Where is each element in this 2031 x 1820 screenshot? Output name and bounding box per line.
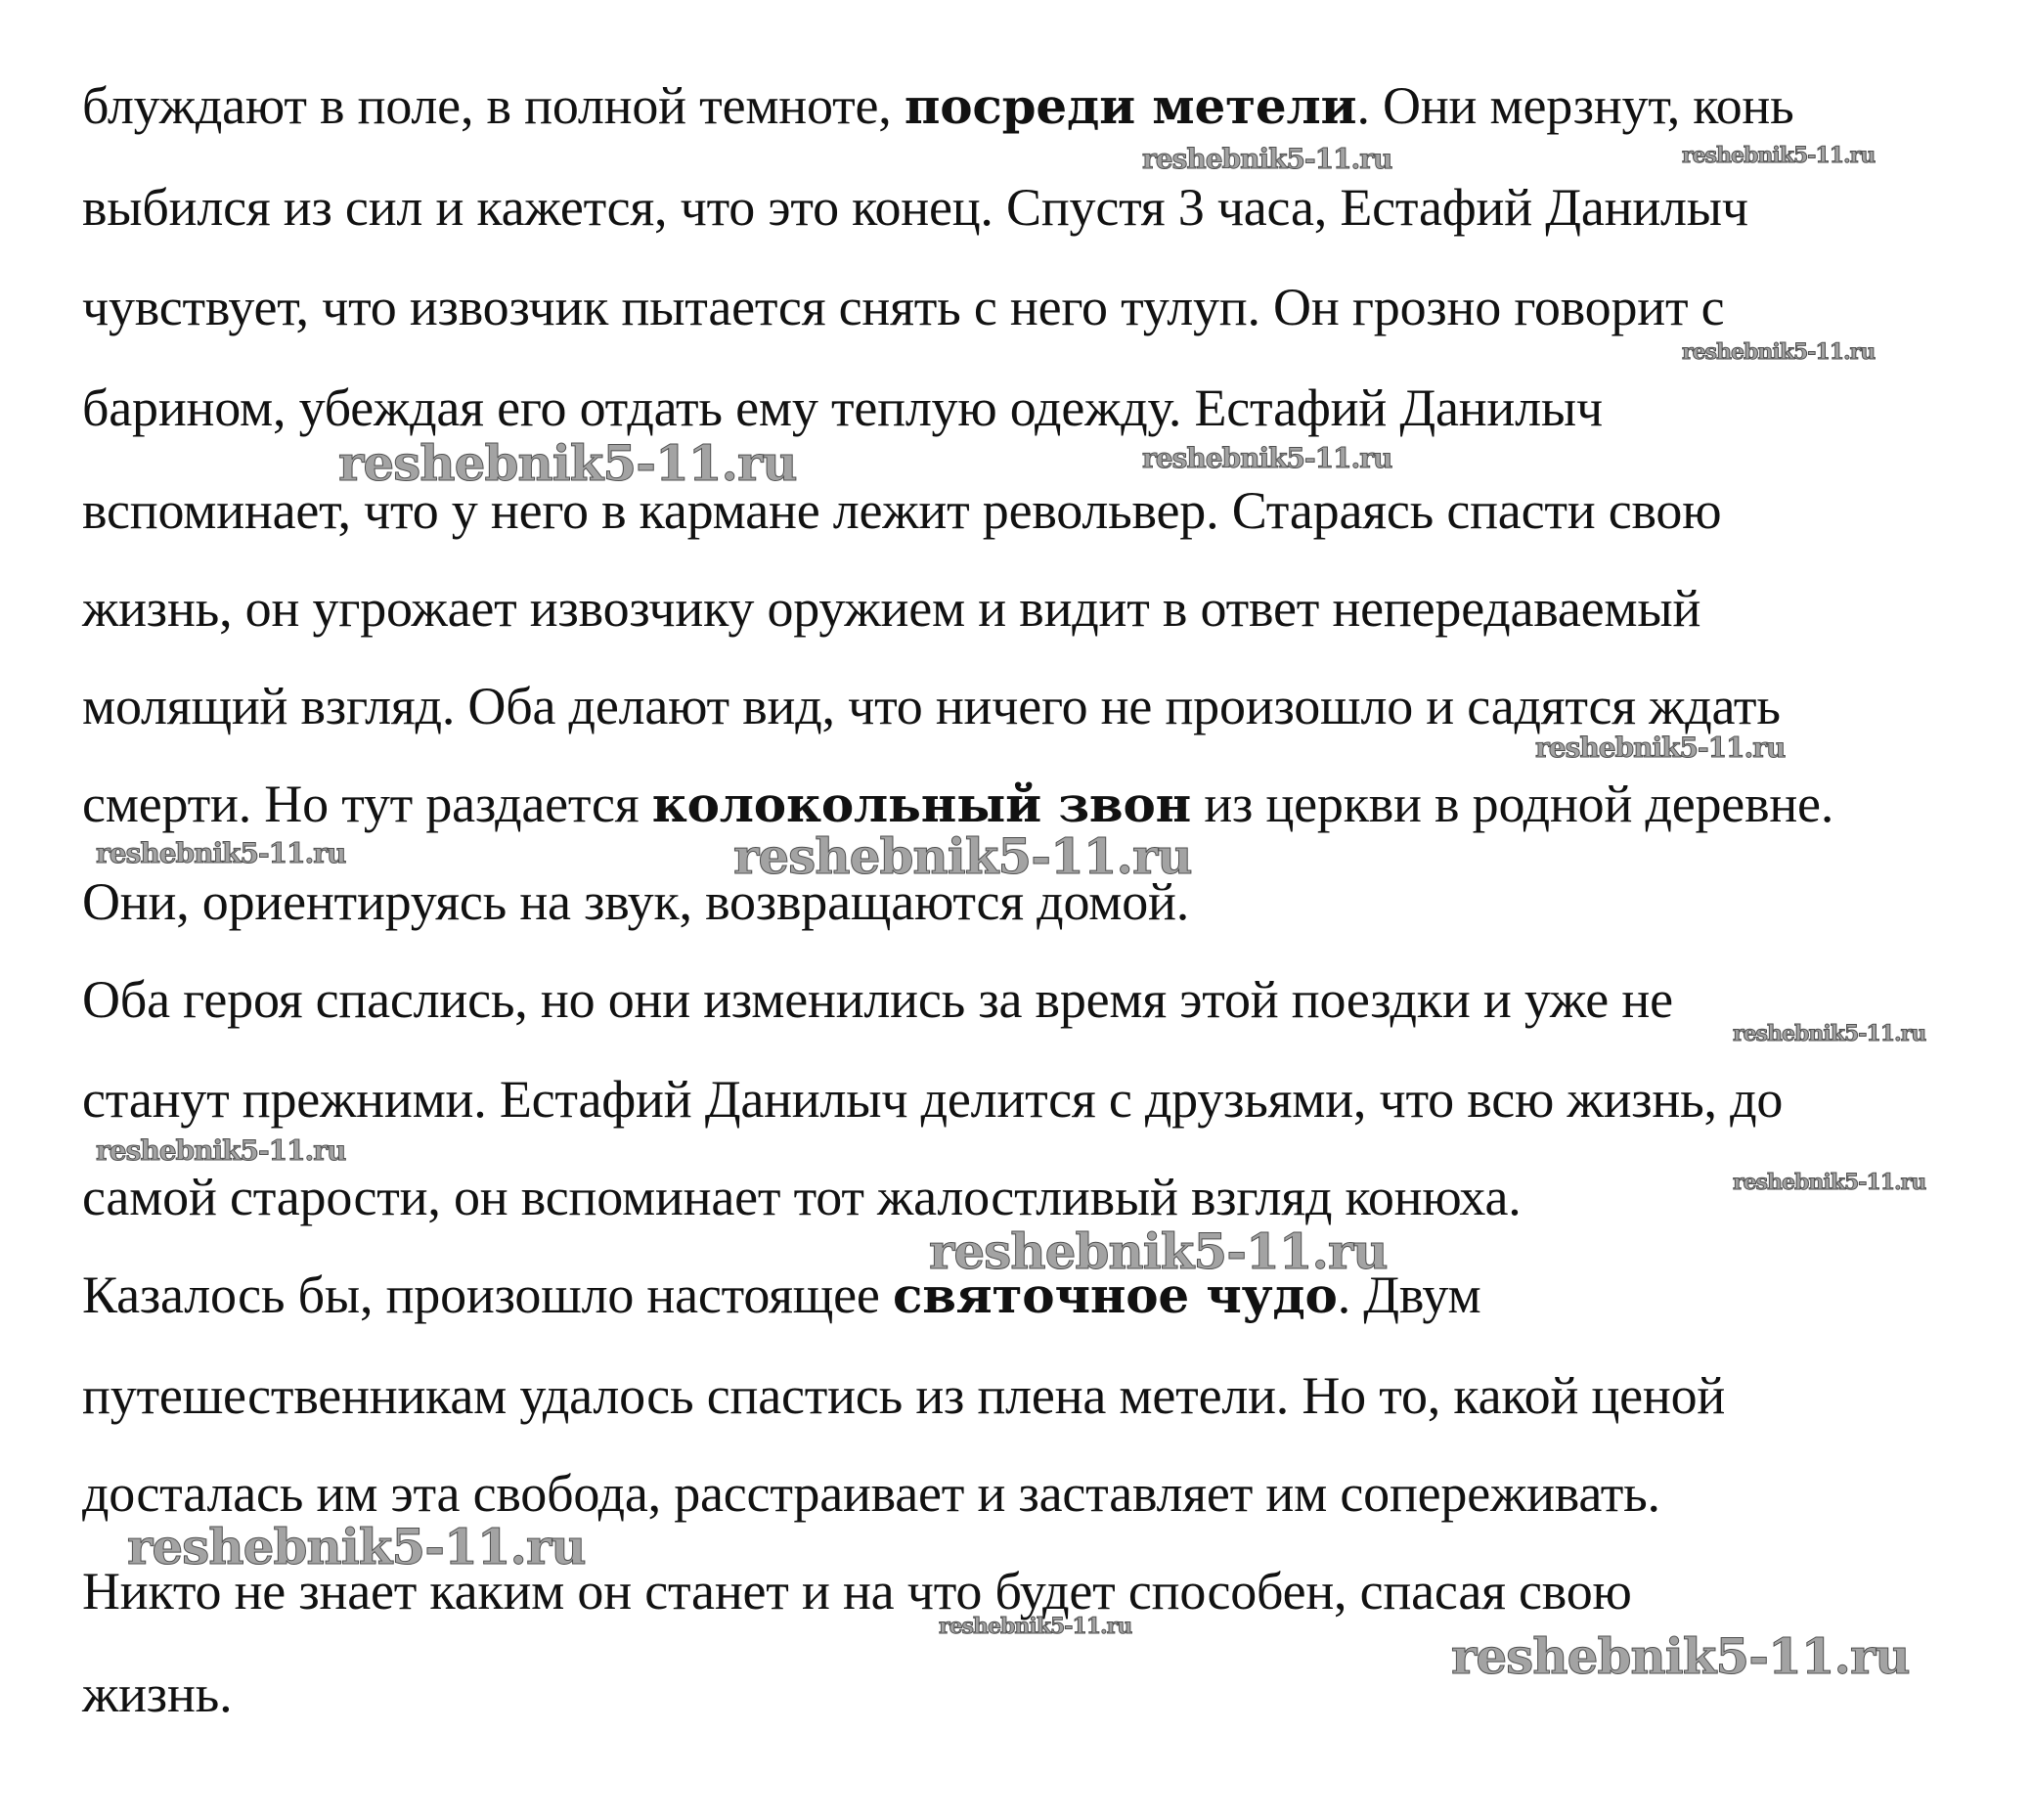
text-line-17: жизнь.: [82, 1665, 233, 1723]
watermark: reshebnik5-11.ru: [733, 827, 1192, 885]
bold-phrase: посреди метели: [904, 77, 1357, 135]
text-line-15: досталась им эта свобода, расстраивает и заставляет им сопереживать.: [82, 1464, 1660, 1523]
watermark: reshebnik5-11.ru: [1733, 1170, 1926, 1195]
watermark: reshebnik5-11.ru: [1535, 732, 1786, 764]
watermark: reshebnik5-11.ru: [1451, 1627, 1910, 1685]
bold-phrase: колокольный звон: [651, 776, 1192, 833]
watermark: reshebnik5-11.ru: [1682, 143, 1876, 168]
text-line-8: смерти. Но тут раздается колокольный звон из церкви в родной деревне.: [82, 775, 1834, 833]
watermark: reshebnik5-11.ru: [1142, 442, 1392, 474]
watermark: reshebnik5-11.ru: [1733, 1021, 1926, 1046]
watermark: reshebnik5-11.ru: [1142, 143, 1392, 175]
text-line-9: Они, ориентируясь на звук, возвращаются домой.: [82, 872, 1189, 931]
watermark: reshebnik5-11.ru: [939, 1614, 1132, 1639]
text-line-1: блуждают в поле, в полной темноте, посреди метели. Они мерзнут, конь: [82, 76, 1794, 135]
text-line-3: чувствует, что извозчик пытается снять с него тулуп. Он грозно говорит с: [82, 278, 1725, 336]
text-line-13: Казалось бы, произошло настоящее святочное чудо. Двум: [82, 1265, 1481, 1324]
text-line-6: жизнь, он угрожает извозчику оружием и видит в ответ непередаваемый: [82, 579, 1701, 638]
text-line-5: вспоминает, что у него в кармане лежит револьвер. Стараясь спасти свою: [82, 481, 1722, 540]
watermark: reshebnik5-11.ru: [127, 1518, 586, 1576]
text-line-12: самой старости, он вспоминает тот жалостливый взгляд конюха.: [82, 1168, 1522, 1226]
text-line-7: молящий взгляд. Оба делают вид, что ничего не произошло и садятся ждать: [82, 677, 1781, 735]
watermark: reshebnik5-11.ru: [338, 434, 797, 492]
bold-phrase: святочное чудо: [892, 1266, 1338, 1324]
text-line-4: барином, убеждая его отдать ему теплую одежду. Естафий Данилыч: [82, 378, 1603, 437]
text-line-16: Никто не знает каким он станет и на что будет способен, спасая свою: [82, 1562, 1632, 1620]
watermark: reshebnik5-11.ru: [929, 1222, 1388, 1280]
text-line-2: выбился из сил и кажется, что это конец. Спустя 3 часа, Естафий Данилыч: [82, 178, 1748, 237]
watermark: reshebnik5-11.ru: [96, 1134, 346, 1167]
watermark: reshebnik5-11.ru: [1682, 339, 1876, 365]
text-line-10: Оба героя спаслись, но они изменились за время этой поездки и уже не: [82, 970, 1673, 1029]
text-line-11: станут прежними. Естафий Данилыч делится с друзьями, что всю жизнь, до: [82, 1070, 1784, 1129]
watermark: reshebnik5-11.ru: [96, 837, 346, 869]
text-line-14: путешественникам удалось спастись из плена метели. Но то, какой ценой: [82, 1366, 1726, 1425]
